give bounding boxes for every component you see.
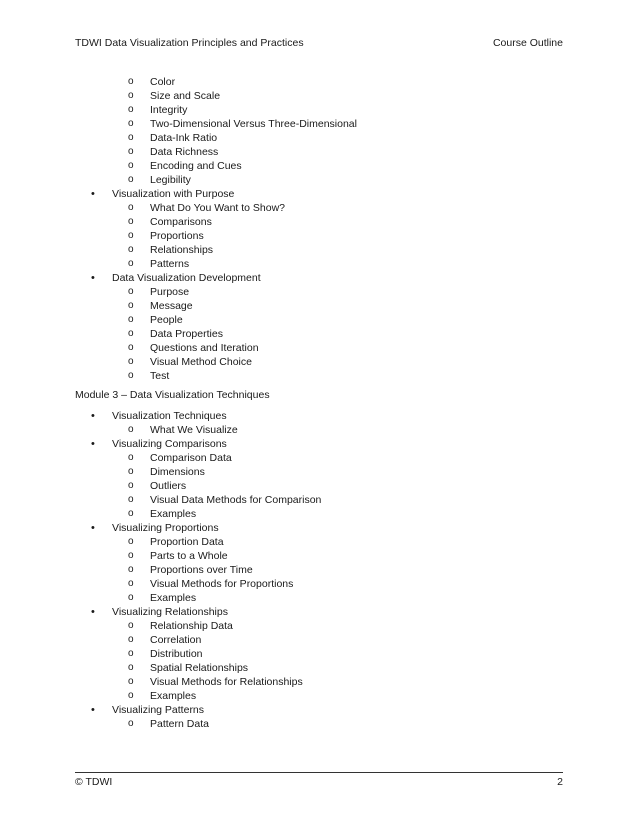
list-item: o Proportions over Time <box>128 564 253 576</box>
list-item: o Comparison Data <box>128 452 232 464</box>
list-item: o Data Richness <box>128 146 219 158</box>
list-item: o Test <box>128 370 170 382</box>
outline-topic: • Visualization with Purpose <box>91 188 235 200</box>
list-item: o Patterns <box>128 258 190 270</box>
outline-topic: • Visualizing Patterns <box>91 704 205 716</box>
list-item: o Visual Method Choice <box>128 356 252 368</box>
list-item: o Two-Dimensional Versus Three-Dimensional <box>128 118 357 130</box>
list-item: o Legibility <box>128 174 191 186</box>
list-item: o Dimensions <box>128 466 205 478</box>
list-item: o Examples <box>128 508 197 520</box>
sub-bullet-icon: o <box>128 300 134 311</box>
sub-bullet-icon: o <box>128 286 134 297</box>
bullet-icon: • <box>91 410 95 422</box>
sub-bullet-icon: o <box>128 342 134 353</box>
list-item: o Relationship Data <box>128 620 233 632</box>
list-item: o Data Properties <box>128 328 223 340</box>
sub-bullet-icon: o <box>128 494 134 505</box>
list-item: o What We Visualize <box>128 424 238 436</box>
list-item: o Examples <box>128 592 197 604</box>
bullet-icon: • <box>91 188 95 200</box>
sub-bullet-icon: o <box>128 578 134 589</box>
bullet-icon: • <box>91 522 95 534</box>
sub-bullet-icon: o <box>128 216 134 227</box>
sub-bullet-icon: o <box>128 370 134 381</box>
sub-bullet-icon: o <box>128 230 134 241</box>
module-heading: Module 3 – Data Visualization Techniques <box>75 389 270 401</box>
sub-bullet-icon: o <box>128 634 134 645</box>
sub-bullet-icon: o <box>128 328 134 339</box>
sub-bullet-icon: o <box>128 424 134 435</box>
list-item: o Integrity <box>128 104 188 116</box>
list-item: o Spatial Relationships <box>128 662 249 674</box>
list-item: o Correlation <box>128 634 202 646</box>
list-item: o Proportions <box>128 230 204 242</box>
sub-bullet-icon: o <box>128 564 134 575</box>
copyright: © TDWI <box>75 776 113 788</box>
outline-content <box>75 75 563 731</box>
sub-bullet-icon: o <box>128 118 134 129</box>
sub-bullet-icon: o <box>128 104 134 115</box>
list-item: o Color <box>128 76 176 88</box>
sub-bullet-icon: o <box>128 536 134 547</box>
list-item: o Pattern Data <box>128 718 209 730</box>
sub-bullet-icon: o <box>128 508 134 519</box>
sub-bullet-icon: o <box>128 452 134 463</box>
list-item: o Data-Ink Ratio <box>128 132 218 144</box>
sub-bullet-icon: o <box>128 76 134 87</box>
sub-bullet-icon: o <box>128 356 134 367</box>
sub-bullet-icon: o <box>128 258 134 269</box>
list-item: o Visual Methods for Relationships <box>128 676 303 688</box>
sub-bullet-icon: o <box>128 132 134 143</box>
sub-bullet-icon: o <box>128 648 134 659</box>
outline-topic: • Visualizing Proportions <box>91 522 219 534</box>
footer-divider <box>75 772 563 773</box>
list-item: o Outliers <box>128 480 187 492</box>
list-item: o Visual Methods for Proportions <box>128 578 294 590</box>
page-header <box>75 37 563 53</box>
sub-bullet-icon: o <box>128 314 134 325</box>
sub-bullet-icon: o <box>128 244 134 255</box>
outline-topic: • Data Visualization Development <box>91 272 261 284</box>
bullet-icon: • <box>91 704 95 716</box>
list-item: o People <box>128 314 183 326</box>
sub-bullet-icon: o <box>128 676 134 687</box>
list-item: o Purpose <box>128 286 190 298</box>
sub-bullet-icon: o <box>128 174 134 185</box>
list-item: o Encoding and Cues <box>128 160 242 172</box>
list-item: o Visual Data Methods for Comparison <box>128 494 322 506</box>
sub-bullet-icon: o <box>128 202 134 213</box>
sub-bullet-icon: o <box>128 466 134 477</box>
outline-topic: • Visualizing Relationships <box>91 606 228 618</box>
list-item: o Comparisons <box>128 216 212 228</box>
sub-bullet-icon: o <box>128 146 134 157</box>
list-item: o Size and Scale <box>128 90 221 102</box>
sub-bullet-icon: o <box>128 90 134 101</box>
sub-bullet-icon: o <box>128 620 134 631</box>
sub-bullet-icon: o <box>128 690 134 701</box>
outline-topic: • Visualizing Comparisons <box>91 438 227 450</box>
list-item: o Proportion Data <box>128 536 224 548</box>
bullet-icon: • <box>91 438 95 450</box>
sub-bullet-icon: o <box>128 662 134 673</box>
page-footer <box>75 776 563 792</box>
sub-bullet-icon: o <box>128 480 134 491</box>
section-title: Course Outline <box>492 37 563 49</box>
sub-bullet-icon: o <box>128 160 134 171</box>
page-number: 2 <box>557 776 563 788</box>
outline-topic: • Visualization Techniques <box>91 410 227 422</box>
bullet-icon: • <box>91 272 95 284</box>
list-item: o Parts to a Whole <box>128 550 228 562</box>
bullet-icon: • <box>91 606 95 618</box>
list-item: o Examples <box>128 690 197 702</box>
document-title: TDWI Data Visualization Principles and Practices <box>75 37 304 49</box>
sub-bullet-icon: o <box>128 592 134 603</box>
list-item: o Questions and Iteration <box>128 342 259 354</box>
list-item: o What Do You Want to Show? <box>128 202 286 214</box>
list-item: o Message <box>128 300 193 312</box>
list-item: o Distribution <box>128 648 203 660</box>
sub-bullet-icon: o <box>128 718 134 729</box>
list-item: o Relationships <box>128 244 214 256</box>
sub-bullet-icon: o <box>128 550 134 561</box>
